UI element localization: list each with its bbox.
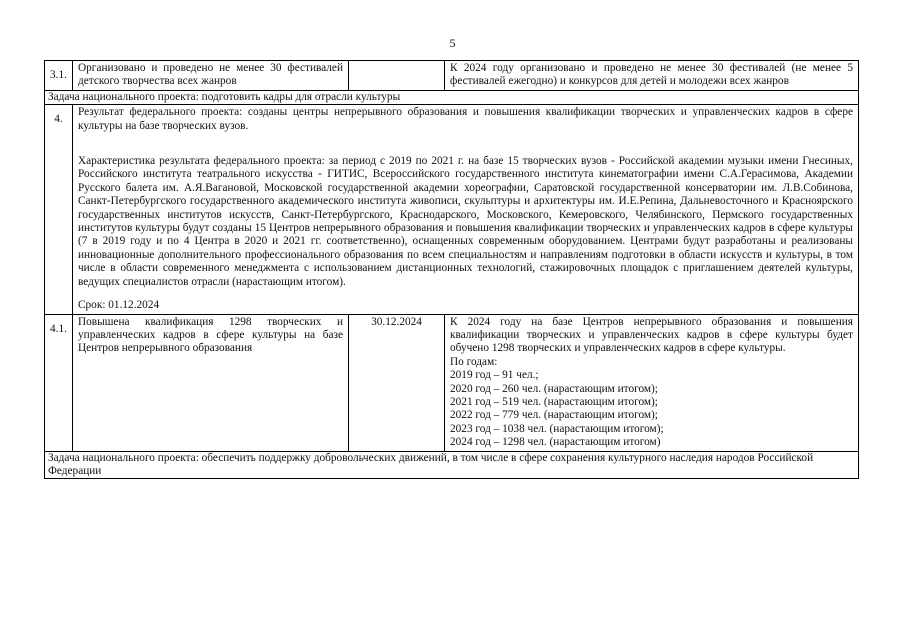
task-heading: Задача национального проекта: подготовить кадры для отрасли культуры — [45, 90, 859, 104]
year-item: 2022 год – 779 чел. (нарастающим итогом); — [450, 409, 658, 422]
year-item: 2023 год – 1038 чел. (нарастающим итогом); — [450, 422, 664, 435]
year-item: 2019 год – 91 чел.; — [450, 369, 539, 382]
year-item: 2020 год – 260 чел. (нарастающим итогом); — [450, 382, 658, 395]
date-cell: 30.12.2024 — [349, 314, 445, 451]
row-number: 3.1. — [45, 61, 73, 91]
task-row — [45, 451, 859, 479]
by-years-label: По годам: — [450, 355, 498, 368]
description-cell: К 2024 году организовано и проведено не менее 30 фестивалей (не менее 5 фестивалей ежегодно) и конкурсов для детей и молодежи всех жанров — [445, 61, 859, 91]
table-row-3-1 — [45, 61, 859, 91]
table-row-4 — [45, 105, 859, 314]
task-row — [45, 90, 859, 104]
deadline-text: Срок: 01.12.2024 — [78, 299, 160, 312]
result-cell: Организовано и проведено не менее 30 фестивалей детского творчества всех жанров — [73, 61, 349, 91]
federal-result-text: Результат федерального проекта: созданы центры непрерывного образования и повышения квалификации творческих и управленческих кадров в сфере культуры на базе творческих вузов. — [78, 106, 853, 132]
year-item: 2024 год – 1298 чел. (нарастающим итогом) — [450, 436, 661, 449]
description-text: К 2024 году на базе Центров непрерывного образования и повышения квалификации творческих и управленческих кадров в сфере культуры будет обучено 1298 творческих и управленческих кадров в сфере культуры. — [450, 315, 853, 355]
row-number: 4.1. — [45, 314, 73, 451]
result-cell: Повышена квалификация 1298 творческих и управленческих кадров в сфере культуры на базе Центров непрерывного образования — [73, 314, 349, 451]
federal-result-cell — [73, 105, 859, 314]
task-heading: Задача национального проекта: обеспечить поддержку добровольческих движений, в том числе в сфере сохранения культурного наследия народов Российской Федерации — [45, 451, 859, 479]
results-table — [44, 60, 859, 479]
result-characteristic: Характеристика результата федерального проекта: за период с 2019 по 2021 г. на базе 15 творческих вузов - Российской академии музыки имени Гнесиных, Российского института театрального искусства - ГИТИС, Всероссийского государственного института кинематографии имени С.А.Герасимова, Академии Русского балета им. А.Я.Вагановой, Московской государственной академии хореографии, Саратовской государственной консерватории им. Л.В.Собинова, Санкт-Петербургского государственного академического института живописи, скульптуры и архитектуры им. И.Е.Репина, Дальневосточного и Красноярского государственных институтов искусств, Санкт-Петербургского, Краснодарского, Московского, Кемеровского, Челябинского, Пермского государственных институтов культуры будут созданы 15 Центров непрерывного образования и повышения квалификации творческих и управленческих кадров в сфере культуры (7 в 2019 году и по 4 Центра в 2020 и 2021 гг. соответственно), оснащенных современным оборудованием. Центрами будут разработаны и реализованы инновационные дополнительного профессионального образования по всем специальностям и направлениям подготовки в области искусств и культуры, в том числе в области современного менеджмента с использованием дистанционных технологий, стажировочных площадок с приглашением деятелей культуры, ведущих специалистов отрасли (нарастающим итогом). — [78, 155, 853, 288]
date-cell — [349, 61, 445, 91]
page-number: 5 — [449, 36, 456, 50]
row-number: 4. — [45, 105, 73, 314]
table-row-4-1 — [45, 314, 859, 451]
description-cell — [445, 314, 859, 451]
year-item: 2021 год – 519 чел. (нарастающим итогом); — [450, 395, 658, 408]
